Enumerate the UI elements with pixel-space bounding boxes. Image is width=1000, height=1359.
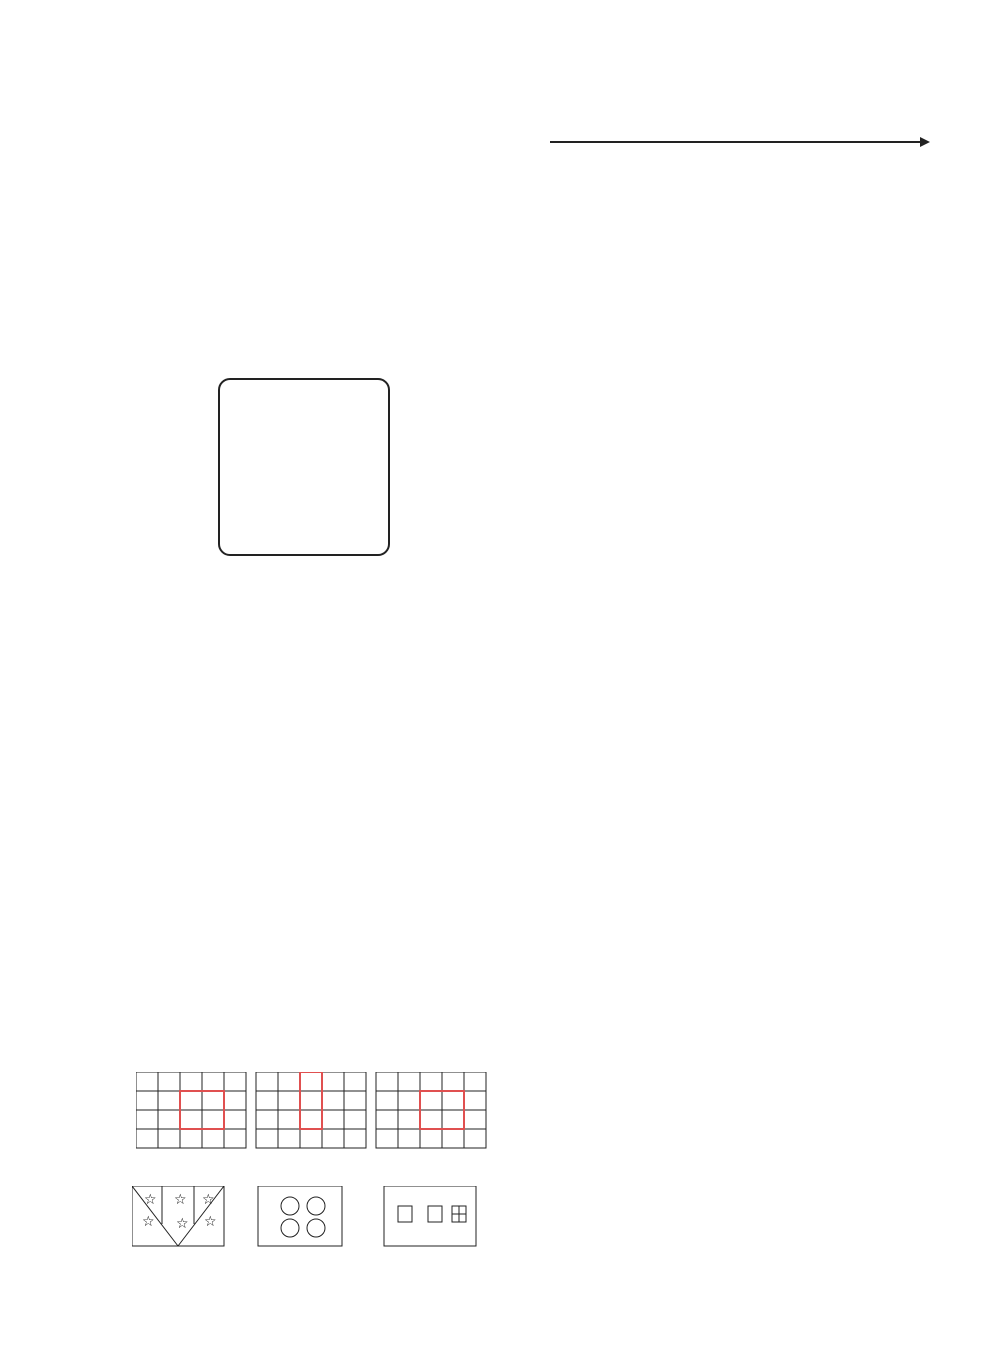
number-line [540, 100, 930, 180]
right-line [528, 1216, 534, 1236]
shading-figures [132, 1186, 482, 1250]
svg-text:☆: ☆ [202, 1192, 215, 1208]
calendar [218, 378, 390, 556]
svg-text:☆: ☆ [204, 1214, 217, 1230]
left-view-grid [256, 1072, 366, 1148]
svg-text:☆: ☆ [174, 1192, 187, 1208]
answer-line [92, 646, 98, 666]
right-line [528, 1194, 534, 1214]
right-line [528, 1000, 534, 1020]
star-figure [132, 1186, 224, 1246]
answer-line [92, 752, 98, 772]
right-line [528, 1246, 534, 1266]
view-grids [136, 1072, 491, 1152]
svg-text:☆: ☆ [176, 1216, 189, 1232]
answer-line [92, 1074, 98, 1094]
answer-line [92, 806, 98, 826]
answer-line [92, 774, 98, 794]
front-view-grid [136, 1072, 246, 1148]
square-figure [384, 1186, 476, 1246]
circle-figure [258, 1186, 342, 1246]
svg-text:☆: ☆ [142, 1214, 155, 1230]
top-view-grid [376, 1072, 486, 1148]
right-line [528, 184, 534, 204]
svg-text:☆: ☆ [144, 1192, 157, 1208]
